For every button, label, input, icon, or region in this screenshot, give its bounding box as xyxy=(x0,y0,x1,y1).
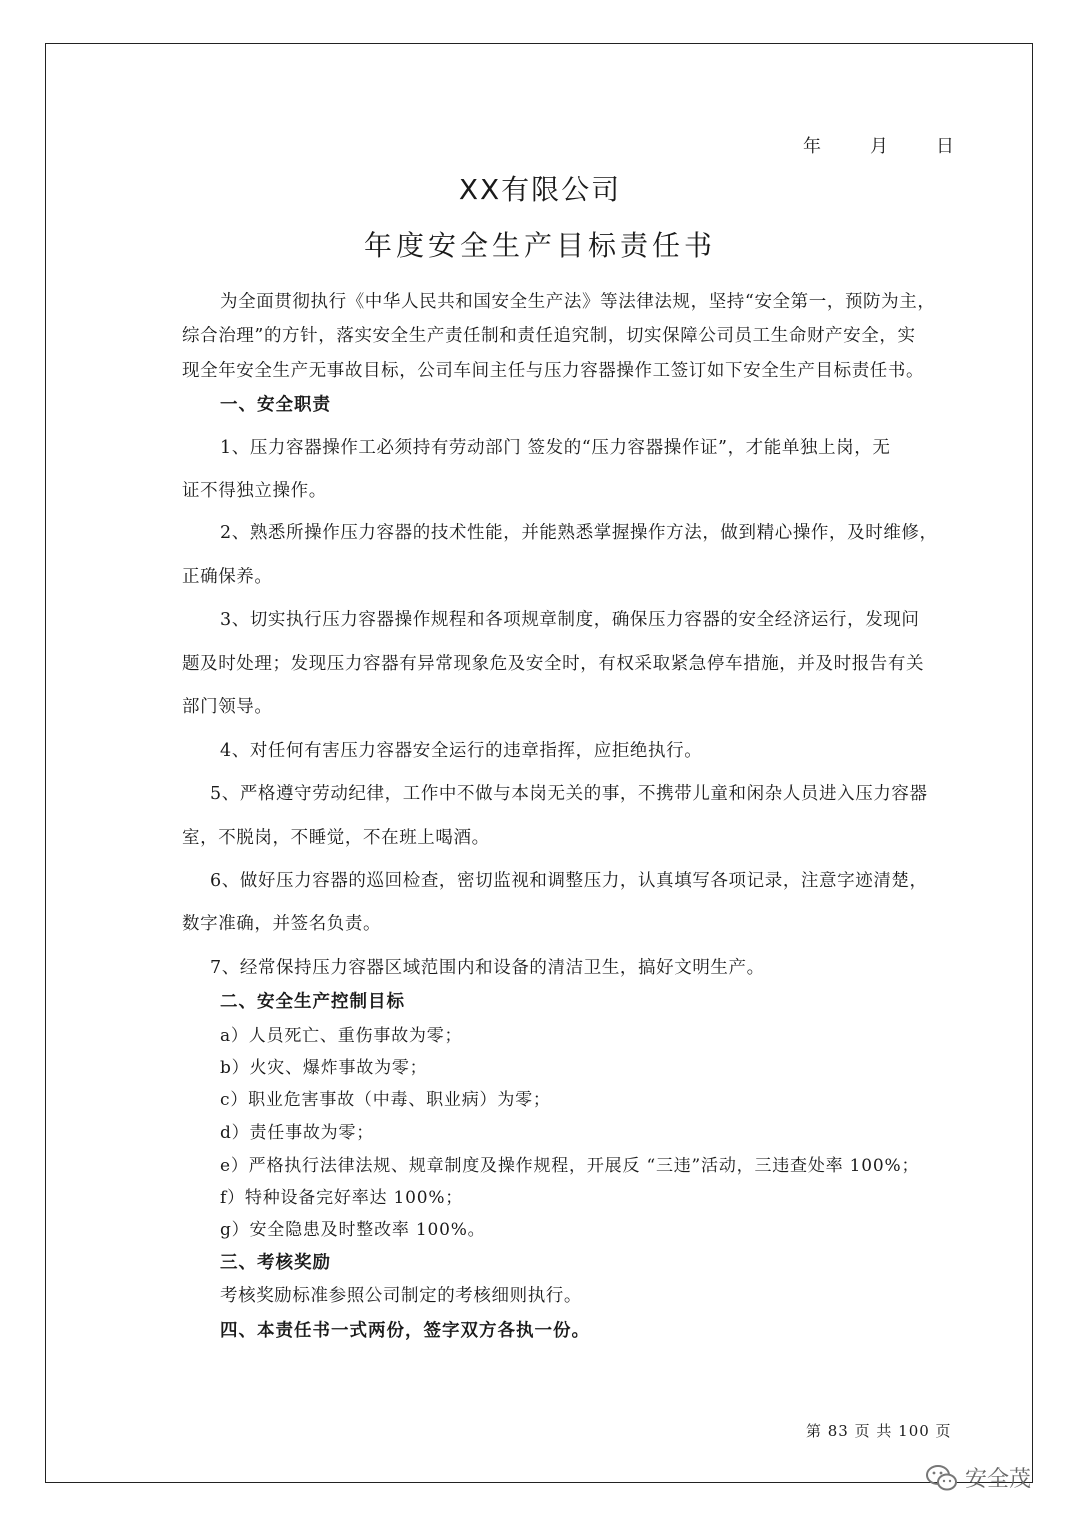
section-heading-copies: 四、本责任书一式两份，签字双方各执一份。 xyxy=(220,1321,590,1341)
duty-line: 部门领导。 xyxy=(182,697,273,717)
target-item: b）火灾、爆炸事故为零； xyxy=(220,1058,428,1078)
intro-line: 现全年安全生产无事故目标，公司车间主任与压力容器操作工签订如下安全生产目标责任书。 xyxy=(182,361,925,381)
target-item: f）特种设备完好率达 100%； xyxy=(220,1188,464,1208)
page-number: 第 83 页 共 100 页 xyxy=(806,1422,952,1440)
date-year: 年 xyxy=(803,136,823,157)
wechat-icon xyxy=(925,1463,959,1493)
intro-line: 为全面贯彻执行《中华人民共和国安全生产法》等法律法规，坚持“安全第一，预防为主， xyxy=(220,292,936,312)
date-day: 日 xyxy=(936,136,956,157)
document-title: 年度安全生产目标责任书 xyxy=(363,229,716,262)
watermark-text: 安全茂 xyxy=(965,1467,1032,1492)
target-item: d）责任事故为零； xyxy=(220,1123,375,1143)
duty-line: 数字准确，并签名负责。 xyxy=(182,914,382,934)
target-item: g）安全隐患及时整改率 100%。 xyxy=(220,1220,486,1240)
duty-line: 3、切实执行压力容器操作规程和各项规章制度，确保压力容器的安全经济运行，发现问 xyxy=(220,610,920,630)
duty-line: 题及时处理；发现压力容器有异常现象危及安全时，有权采取紧急停车措施，并及时报告有关 xyxy=(182,654,925,674)
duty-line: 室，不脱岗，不睡觉，不在班上喝酒。 xyxy=(182,828,490,848)
section-heading-targets: 二、安全生产控制目标 xyxy=(220,992,405,1012)
target-item: a）人员死亡、重伤事故为零； xyxy=(220,1026,463,1046)
duty-line: 正确保养。 xyxy=(182,567,273,587)
duty-line: 2、熟悉所操作压力容器的技术性能，并能熟悉掌握操作方法，做到精心操作，及时维修， xyxy=(220,523,938,543)
duty-line: 5、严格遵守劳动纪律，工作中不做与本岗无关的事，不携带儿童和闲杂人员进入压力容器 xyxy=(210,784,928,804)
target-item: e）严格执行法律法规、规章制度及操作规程，开展反 “三违”活动，三违查处率 100%； xyxy=(220,1156,920,1176)
assessment-text: 考核奖励标准参照公司制定的考核细则执行。 xyxy=(220,1286,582,1306)
company-title: XX有限公司 xyxy=(458,173,622,206)
date-month: 月 xyxy=(870,136,890,157)
duty-line: 1、压力容器操作工必须持有劳动部门 签发的“压力容器操作证”，才能单独上岗，无 xyxy=(220,438,891,458)
duty-line: 证不得独立操作。 xyxy=(182,481,327,501)
section-heading-assessment: 三、考核奖励 xyxy=(220,1253,331,1273)
target-item: c）职业危害事故（中毒、职业病）为零； xyxy=(220,1090,551,1110)
duty-line: 7、经常保持压力容器区域范围内和设备的清洁卫生，搞好文明生产。 xyxy=(210,958,765,978)
duty-line: 6、做好压力容器的巡回检查，密切监视和调整压力，认真填写各项记录，注意字迹清楚， xyxy=(210,871,928,891)
section-heading-duties: 一、安全职责 xyxy=(220,395,331,415)
intro-line: 综合治理”的方针，落实安全生产责任制和责任追究制，切实保障公司员工生命财产安全，实 xyxy=(182,326,916,346)
watermark xyxy=(925,1462,1031,1493)
duty-line: 4、对任何有害压力容器安全运行的违章指挥，应拒绝执行。 xyxy=(220,741,703,761)
